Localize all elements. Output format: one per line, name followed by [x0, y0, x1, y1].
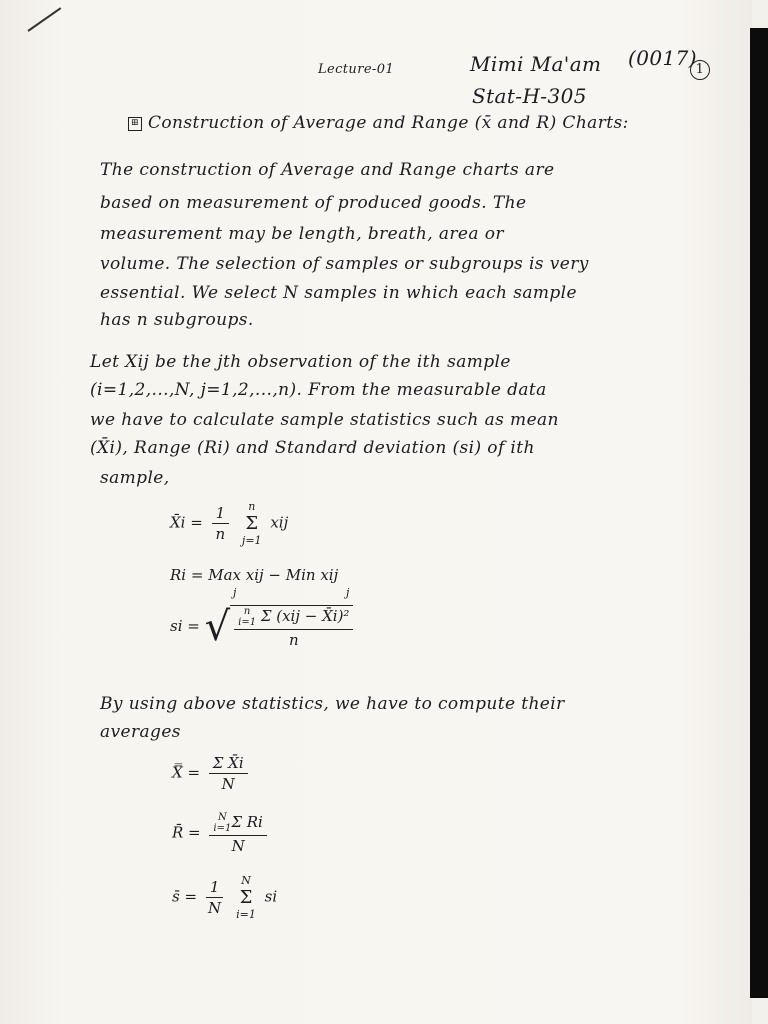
formula-range [170, 566, 338, 584]
formula-mean-range-lhs: R̄ = [172, 823, 201, 842]
formula-range-sub2: j [346, 586, 350, 599]
formula-mean-den: n [215, 525, 226, 543]
formula-mean-range [172, 812, 271, 855]
formula-sd-num: Σ (xij − X̄i)² [260, 607, 350, 625]
formula-sd-den: n [288, 631, 299, 649]
formula-grand-mean-lhs: X̿ = [172, 763, 201, 782]
para3-line: averages [100, 722, 181, 742]
page-number-value: 1 [690, 60, 710, 80]
formula-mean-sd-lower: i=1 [236, 908, 256, 921]
para2-line: sample, [100, 468, 170, 488]
para1-line: essential. We select N samples in which each sample [100, 283, 577, 303]
formula-grand-mean-den: N [221, 775, 235, 793]
sum-symbol: Σ [245, 513, 259, 534]
roll-number: (0017) [628, 46, 697, 70]
formula-mean-range-upper: N [218, 812, 227, 823]
formula-mean-sd-num: 1 [206, 878, 224, 898]
para1-line: has n subgroups. [100, 310, 254, 330]
formula-mean-sd-den: N [208, 899, 222, 917]
lecture-label: Lecture-01 [318, 62, 395, 77]
formula-mean-range-num: Σ Ri [231, 813, 263, 831]
para1-line: measurement may be length, breath, area or [100, 224, 504, 244]
formula-mean-num: 1 [212, 504, 230, 524]
para1-line: volume. The selection of samples or subgroups is very [100, 254, 589, 274]
para2-line: we have to calculate sample statistics such as mean [90, 410, 559, 430]
formula-mean-lhs: X̄i = [170, 513, 203, 532]
para2-line: (X̄i), Range (Ri) and Standard deviation (si) of ith [90, 438, 535, 458]
para1-line: The construction of Average and Range charts are [100, 160, 555, 180]
formula-mean-upper: n [248, 500, 256, 513]
formula-grand-mean [172, 754, 252, 793]
course-code: Stat-H-305 [472, 84, 587, 108]
bullet-box-icon: ⊞ [128, 117, 142, 131]
formula-sd-lhs: si = [170, 617, 200, 635]
formula-mean-lower: j=1 [241, 534, 262, 547]
formula-mean-term: xij [270, 513, 289, 532]
formula-range-text: Max xij − Min xij [208, 566, 339, 584]
formula-sd-lower: i=1 [238, 617, 257, 628]
para1-line: based on measurement of produced goods. The [100, 193, 527, 213]
formula-range-sub1: j [233, 586, 237, 599]
formula-mean-sd-term: si [264, 887, 278, 906]
formula-mean-sd [172, 874, 277, 921]
para3-line: By using above statistics, we have to compute their [100, 694, 565, 714]
formula-sd: si = √ n i=1 Σ (xij − X̄i)² n [170, 604, 357, 650]
formula-mean-range-den: N [231, 837, 245, 855]
sum-symbol: Σ [239, 887, 253, 908]
formula-mean-sd-upper: N [241, 874, 251, 887]
page-edge-shadow [750, 28, 768, 998]
para2-line: (i=1,2,...,N, j=1,2,...,n). From the measurable data [90, 380, 547, 400]
para2-line: Let Xij be the jth observation of the ith sample [90, 352, 511, 372]
pen-stroke [27, 7, 61, 32]
formula-mean-range-lower: i=1 [213, 823, 232, 834]
section-title-text: Construction of Average and Range (x̄ and R) Charts: [148, 113, 629, 133]
formula-mean-sd-lhs: s̄ = [172, 887, 198, 906]
page-number [690, 58, 710, 80]
formula-grand-mean-num: Σ X̄i [209, 754, 248, 774]
section-title [128, 113, 629, 133]
formula-range-lhs: Ri = [170, 566, 204, 584]
author-name: Mimi Ma'am [470, 52, 602, 76]
formula-mean [170, 500, 288, 547]
formula-sd-upper: n [243, 606, 251, 617]
